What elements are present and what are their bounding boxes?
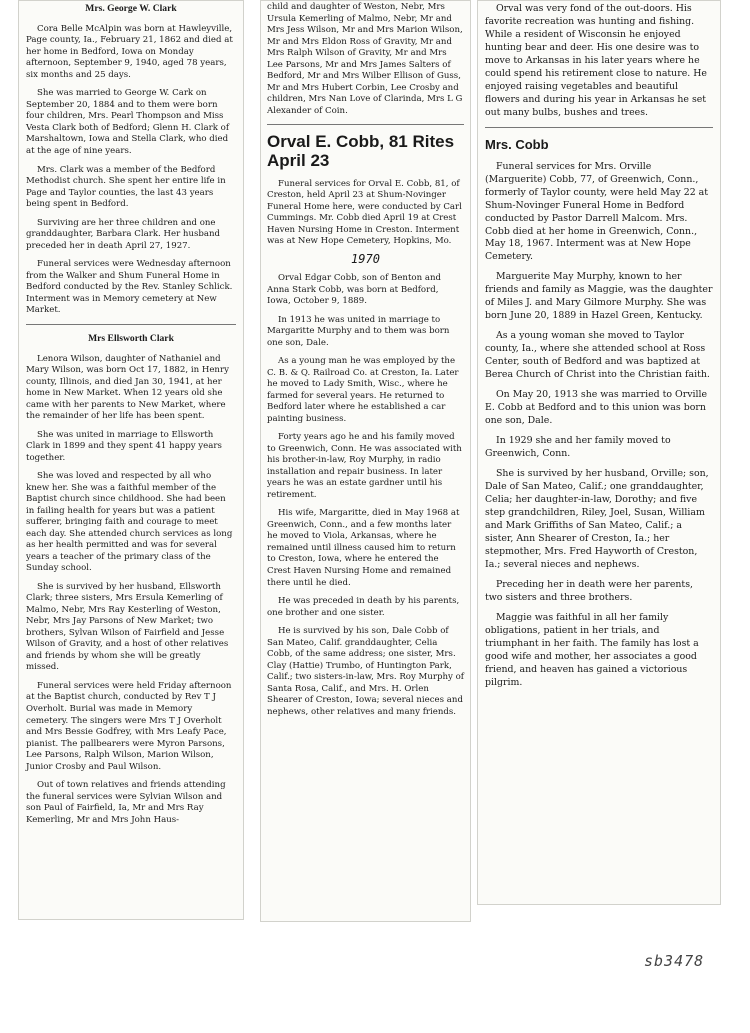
obituary-title-mrs-cobb: Mrs. Cobb xyxy=(485,136,549,152)
obituary-paragraph: His wife, Margaritte, died in May 1968 at Greenwich, Conn., and a few months later he moved to Viola, Arkansas, where he remained until illness caused him to return to Creston, Iowa, where he entered the Crest Haven Nursing Home and remained there until he died. xyxy=(267,508,460,588)
obituary-paragraph: Cora Belle McAlpin was born at Hawleyville, Page county, Ia., February 21, 1862 and died at her home in Bedford, Iowa on Monday afternoon, September 9, 1940, aged 78 years, six months and 25 days. xyxy=(26,23,233,80)
obituary-paragraph: Lenora Wilson, daughter of Nathaniel and Mary Wilson, was born Oct 17, 1882, in Henry county, Illinois, and died Jan 30, 1941, at her home in New Market. When 12 years old she came with her parents to New Market, where the remainder of her life has been spent. xyxy=(26,353,229,422)
obituary-paragraph: As a young woman she moved to Taylor county, Ia., where she attended school at Ross Center, south of Bedford and was baptized at Berea Church of Christ into the Christian faith. xyxy=(485,330,710,381)
obituary-paragraph: Mrs. Clark was a member of the Bedford Methodist church. She spent her entire life in Page and Taylor counties, the last 43 years being spent in Bedford. xyxy=(26,164,226,210)
obituary-paragraph: She was united in marriage to Ellsworth Clark in 1899 and they spent 41 happy years together. xyxy=(26,429,222,463)
catalog-number: sb3478 xyxy=(644,952,705,970)
obituary-continuation: Orval was very fond of the out-doors. His favorite recreation was hunting and fishing. While a resident of Wisconsin he enjoyed hunting bear and deer. His one desire was to move to Arkansas in his later years where he could spend his retirement close to nature. He enjoyed raising vegetables and beautiful flowers and during his year in Arkansas he set out many bulbs, bushes and trees. xyxy=(485,3,707,118)
obituary-paragraph: Out of town relatives and friends attending the funeral services were Sylvian Wilson and son Paul of Fairfield, Ia, Mr and Mrs Ray Kemerling, Mr and Mrs John Haus- xyxy=(26,780,226,825)
obituary-paragraph: She was married to George W. Cark on September 20, 1884 and to them were born four children, Mrs. Pearl Thompson and Miss Vesta Clark both of Bedford; Glenn H. Clark of Marshaltown, Iowa and Stella Clark, who died at the age of nine years. xyxy=(26,88,229,156)
clipping-column-3 xyxy=(477,0,721,905)
obituary-paragraph: She is survived by her husband, Ellsworth Clark; three sisters, Mrs Ersula Kemerling of Malmo, Nebr, Mrs Ray Kesterling of Weston, Nebr, Mrs Jay Parsons of New Market; two brothers, Sylvan Wilson of Fairfield and Jesse Wilson of Gravity, and a host of other relatives and friends by whom she will be greatly missed. xyxy=(26,581,229,673)
obituary-continuation: child and daughter of Weston, Nebr, Mrs Ursula Kemerling of Malmo, Nebr, Mr and Mrs Jess Wilson, Mr and Mrs Marion Wilson, Mr and Mrs Eldon Ross of Gravity, Mr and Mrs Ralph Wilson of Gravity, Mr and Mrs Lee Parsons, Mr and Mrs James Salters of Bedford, Mr and Mrs Wilber Ellison of Guss, Mr and Mrs Hubert Corbin, Lee Crosby and children, Mrs Nan Love of Clarinda, Mrs L G Alexander of Coin. xyxy=(267,2,463,116)
clipping-column-2 xyxy=(260,0,471,922)
divider xyxy=(26,324,236,325)
obituary-paragraph: Surviving are her three children and one granddaughter, Barbara Clark. Her husband preceded her in death April 27, 1927. xyxy=(26,217,221,251)
obituary-paragraph: Forty years ago he and his family moved to Greenwich, Conn. He was associated with his brother-in-law, Roy Murphy, in radio installation and repair business. In later years he was an estate gardner until his retirement. xyxy=(267,432,462,500)
obituary-title-george-clark: Mrs. George W. Clark xyxy=(85,3,177,14)
obituary-paragraph: He was preceded in death by his parents, one brother and one sister. xyxy=(267,596,460,618)
obituary-paragraph: In 1913 he was united in marriage to Margaritte Murphy and to them was born one son, Dale. xyxy=(267,314,450,348)
obituary-title-ellsworth-clark: Mrs Ellsworth Clark xyxy=(88,332,174,344)
handwritten-year-note: 1970 xyxy=(351,251,380,266)
obituary-title-orval-cobb: Orval E. Cobb, 81 Rites April 23 xyxy=(267,132,455,170)
divider xyxy=(267,124,464,125)
obituary-paragraph: Funeral services were held Friday afternoon at the Baptist church, conducted by Rev T J Overholt. Burial was made in Memory cemetery. The singers were Mrs T J Overholt and Mrs Bessie Godfrey, with Mrs Leafy Pace, pianist. The pallbearers were Myron Parsons, Lee Parsons, Ralph Wilson, Marion Wilson, Junior Crosby and Paul Wilson. xyxy=(26,680,232,772)
obituary-intro: Funeral services for Orval E. Cobb, 81, of Creston, held April 23 at Shum-Novinger Funeral Home here, were conducted by Carl Cummings. Mr. Cobb died April 19 at Crest Haven Nursing Home in Creston. Interment was at New Hope Cemetery, Hopkins, Mo. xyxy=(267,178,462,247)
obituary-paragraph: Maggie was faithful in all her family obligations, patient in her trials, and triumphant in her faith. The family has lost a good wife and mother, her associates a good friend, and heaven has gained a victorious pilgrim. xyxy=(485,611,699,688)
obituary-paragraph: Preceding her in death were her parents, two sisters and three brothers. xyxy=(485,578,693,603)
divider xyxy=(485,127,713,128)
obituary-paragraph: As a young man he was employed by the C. B. & Q. Railroad Co. at Creston, Ia. Later he moved to Lady Smith, Wisc., where he farmed for several years. He returned to Bedford later where he established a car painting business. xyxy=(267,356,459,424)
clipping-column-1 xyxy=(18,0,244,920)
obituary-paragraph: He is survived by his son, Dale Cobb of San Mateo, Calif. granddaughter, Celia Cobb, of the same address; one sister, Mrs. Clay (Hattie) Trumbo, of Huntington Park, Calif.; two sisters-in-law, Mrs. Roy Murphy of Santa Rosa, Calif., and Mrs. H. Orlen Shearer of Creston, Iowa; several nieces and nephews, other relatives and many friends. xyxy=(267,626,464,717)
obituary-paragraph: In 1929 she and her family moved to Greenwich, Conn. xyxy=(485,435,671,460)
obituary-paragraph: Funeral services were Wednesday afternoon from the Walker and Shum Funeral Home in Bedford conducted by the Rev. Stanley Schlick. Interment was in Memory cemetery at New Market. xyxy=(26,259,233,316)
obituary-paragraph: Funeral services for Mrs. Orville (Marguerite) Cobb, 77, of Greenwich, Conn., formerly of Taylor county, were held May 22 at Shum-Novinger Funeral Home in Bedford conducted by Pastor Darrell Malcom. Mrs. Cobb died at her home in Greenwich, Conn., May 18, 1967. Interment was at New Hope Cemetery. xyxy=(485,160,709,263)
obituary-paragraph: On May 20, 1913 she was married to Orville E. Cobb at Bedford and to this union was born one son, Dale. xyxy=(485,389,708,427)
obituary-paragraph: Marguerite May Murphy, known to her friends and family as Maggie, was the daughter of Miles J. and Mary Gilmore Murphy. She was born June 20, 1889 in Hazel Green, Kentucky. xyxy=(485,271,713,322)
obituary-paragraph: She was loved and respected by all who knew her. She was a faithful member of the Baptist church since childhood. She had been in failing health for years but was a patient sufferer, bringing faith and courage to meet each day. She attended church services as long as her health permitted and was for several years a teacher of the primary class of the Sunday school. xyxy=(26,471,233,574)
obituary-paragraph: Orval Edgar Cobb, son of Benton and Anna Stark Cobb, was born at Bedford, Iowa, October 9, 1889. xyxy=(267,273,441,307)
obituary-paragraph: She is survived by her husband, Orville; son, Dale of San Mateo, Calif.; one granddaughter, Celia; her daughter-in-law, Dorothy; and five step grandchildren, Riley, Joel, Susan, William and Mark Griffiths of San Mateo, Calif.; a sister, Ann Shearer of Creston, Ia.; her stepmother, Mrs. Fred Hayworth of Creston, Ia.; several nieces and nephews. xyxy=(485,468,709,570)
